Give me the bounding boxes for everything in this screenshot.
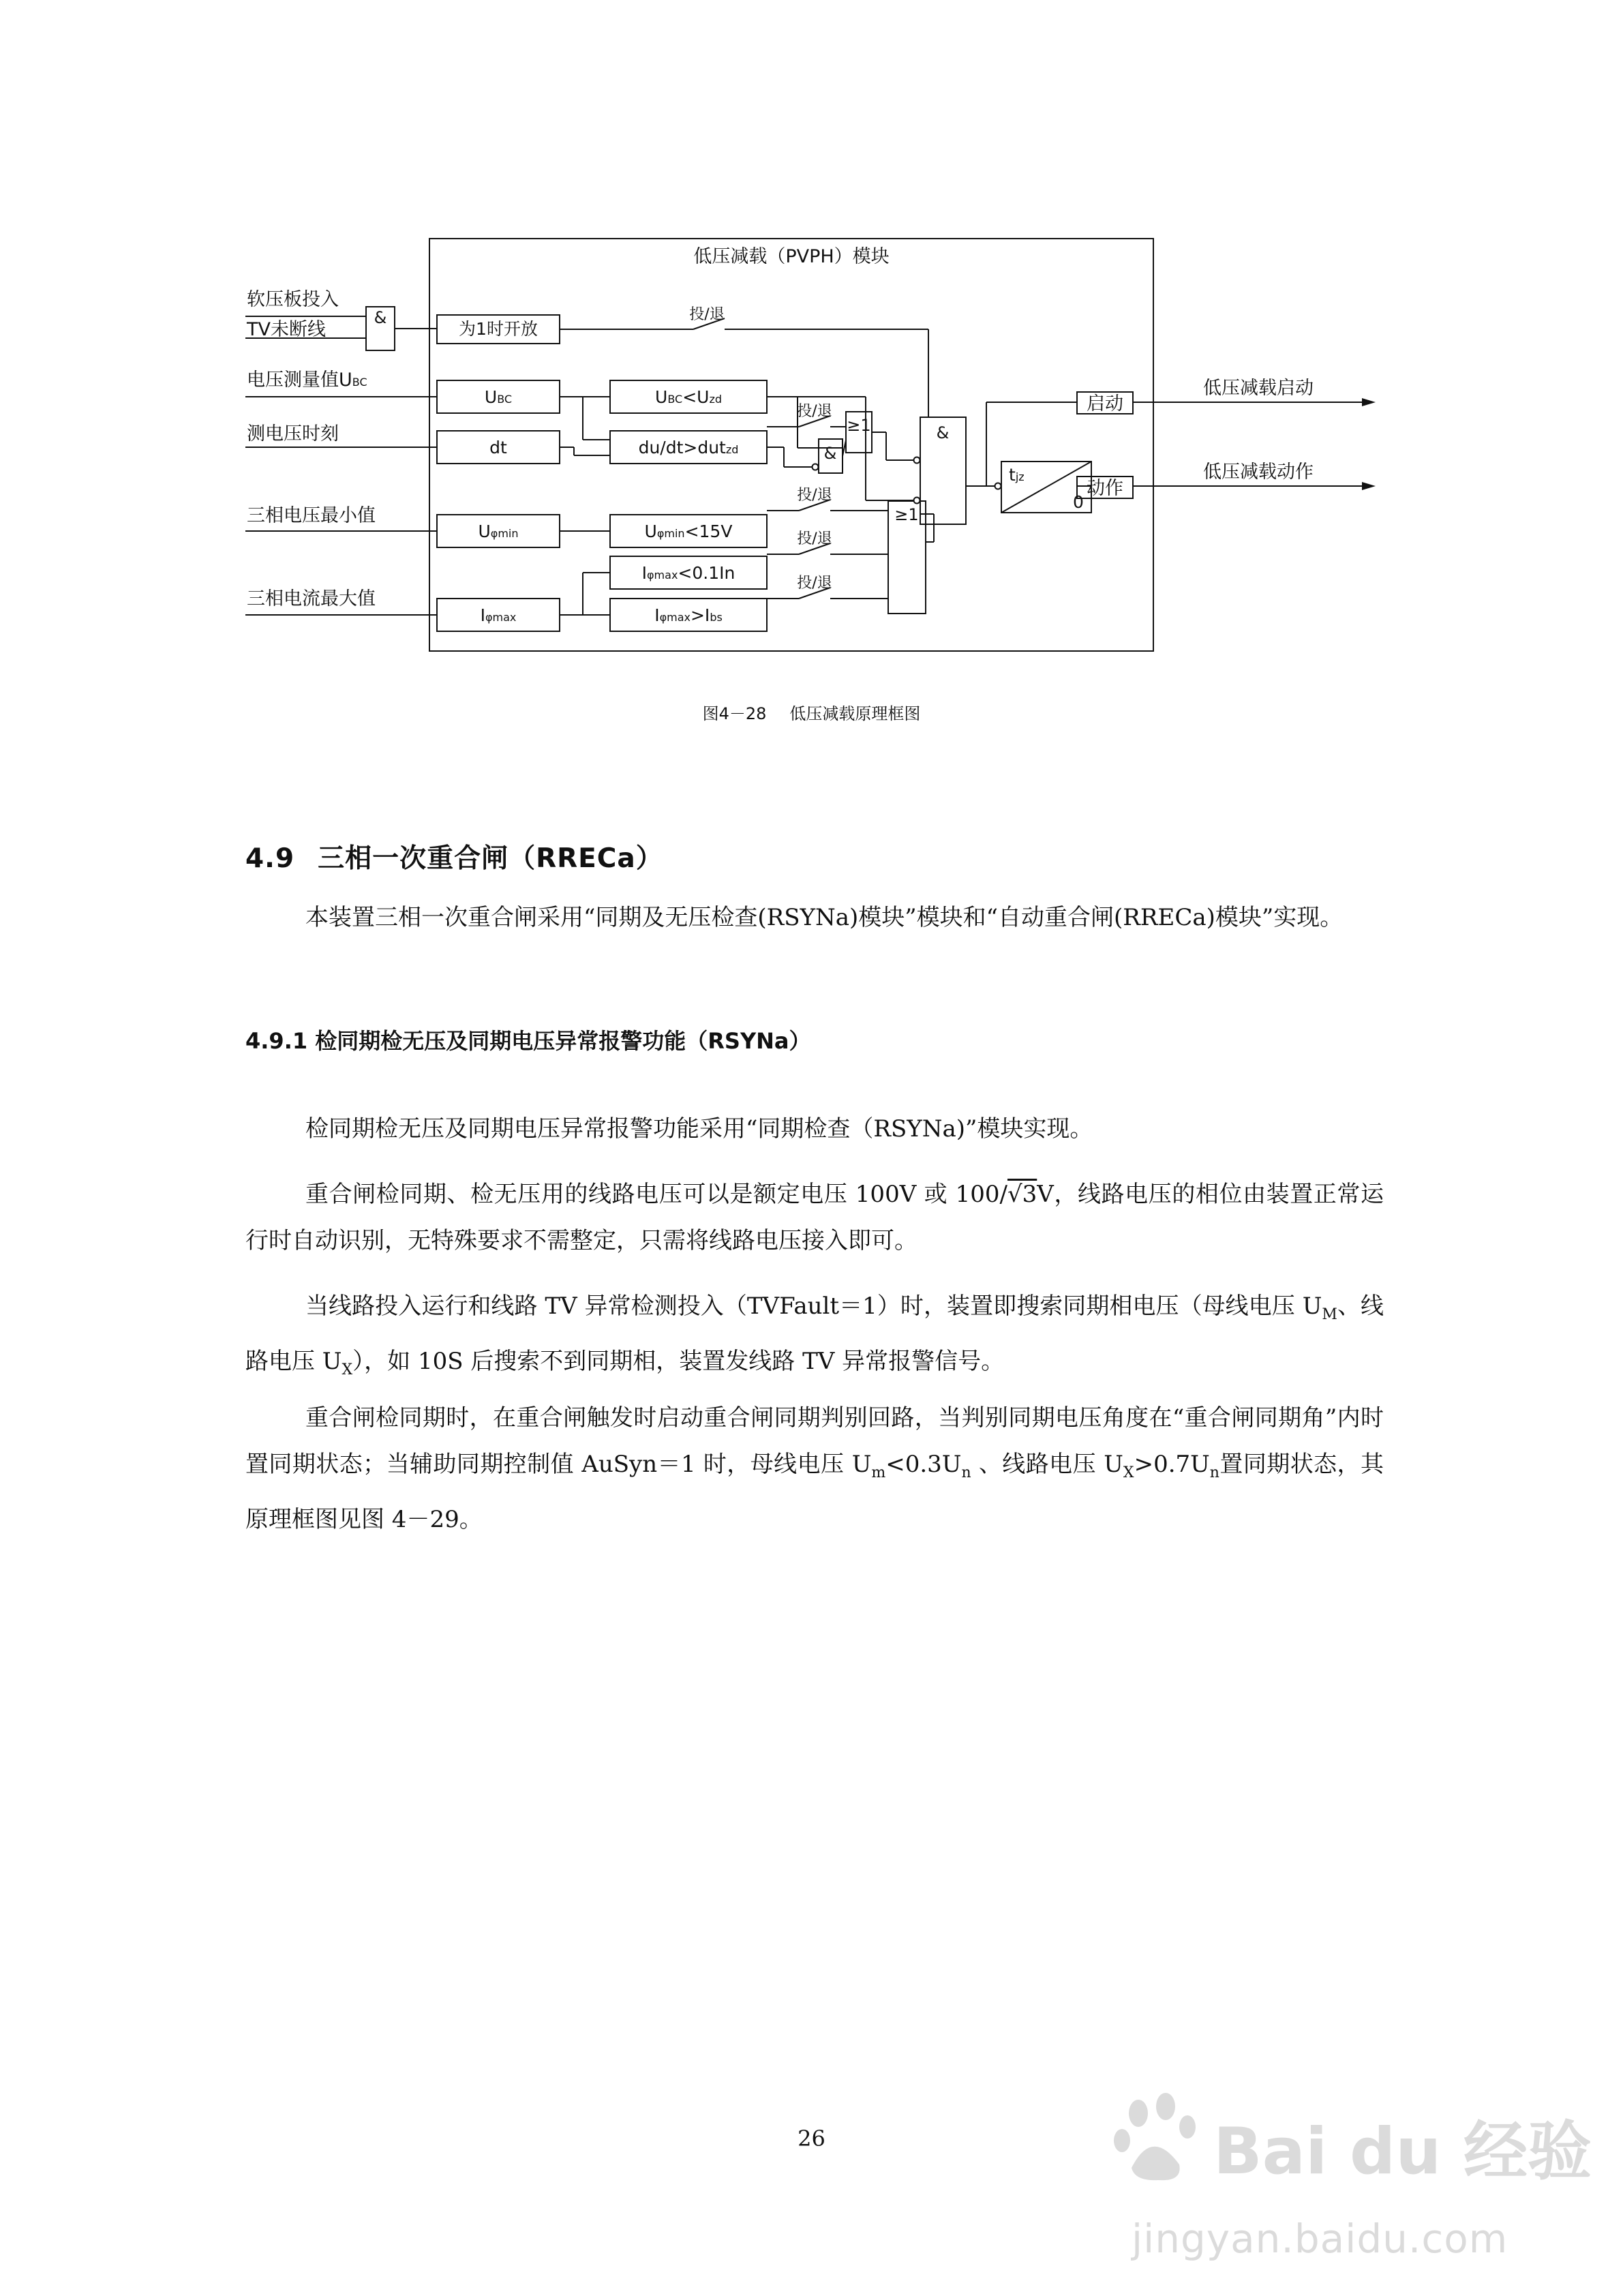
subsection-title: 检同期检无压及同期电压异常报警功能（RSYNa） — [315, 1028, 811, 1054]
section-title: 三相一次重合闸（RRECa） — [318, 843, 663, 874]
switch-label-dudt: 投/退 — [797, 403, 832, 420]
figure-caption — [0, 700, 1623, 724]
paragraph-4: 当线路投入运行和线路 TV 异常检测投入（TVFault＝1）时，装置即搜索同期相电压（母线电压 $U_M$、线路电压 $U_X$），如 10S 后搜索不到同期相，装置发线路 TV 异常报警信号。 — [245, 1293, 1384, 1378]
ubc-box: UBC — [484, 387, 513, 407]
input-voltage-time: 测电压时刻 — [247, 423, 339, 444]
input-tv-ok: TV未断线 — [247, 319, 326, 340]
iphi-high-compare-box: Iφmax>Ibs — [654, 605, 723, 625]
and-gate-input: & — [374, 308, 387, 327]
timer-zero: 0 — [1073, 492, 1084, 512]
section-number: 4.9 — [245, 843, 295, 874]
act-box: 动作 — [1087, 478, 1123, 499]
figure-number: 图4－28 — [702, 704, 767, 723]
dt-box: dt — [489, 438, 507, 457]
pvph-logic-diagram — [239, 232, 1384, 668]
ubc-compare-box: UBC<Uzd — [655, 387, 722, 407]
or-gate-large: ≥1 — [894, 505, 919, 524]
watermark-url: jingyan.baidu.com — [1132, 2216, 1508, 2262]
figure-title: 低压减载原理框图 — [789, 704, 921, 723]
sqrt3-symbol: √3 — [1007, 1181, 1037, 1208]
paragraph-2: 检同期检无压及同期电压异常报警功能采用“同期检查（RSYNa)”模块实现。 — [305, 1115, 1093, 1143]
module-title: 低压减载（PVPH）模块 — [693, 246, 890, 267]
input-voltage-measure: 电压测量值UBC — [247, 369, 367, 391]
subsection-number: 4.9.1 — [245, 1028, 308, 1054]
switch-label-iphi-high: 投/退 — [797, 575, 832, 592]
section-heading — [245, 837, 663, 875]
uphi-compare-box: Uφmin<15V — [644, 522, 733, 541]
input-min-voltage: 三相电压最小值 — [247, 505, 376, 526]
paw-logo — [1111, 2086, 1207, 2188]
output-act: 低压减载动作 — [1203, 462, 1314, 483]
paragraph-1: 本装置三相一次重合闸采用“同期及无压检查(RSYNa)模块”模块和“自动重合闸(RRECa)模块”实现。 — [305, 904, 1344, 931]
start-box: 启动 — [1087, 393, 1123, 414]
input-max-current: 三相电流最大值 — [247, 588, 376, 609]
timer-label: tjz — [1009, 465, 1025, 485]
and-gate-small: & — [823, 444, 837, 463]
output-start: 低压减载启动 — [1203, 378, 1314, 399]
switch-label-enable: 投/退 — [689, 306, 725, 323]
switch-label-uphi: 投/退 — [797, 487, 832, 504]
and-gate-large: & — [936, 423, 950, 442]
open-when-1-box: 为1时开放 — [459, 319, 538, 339]
input-soft-plate: 软压板投入 — [247, 289, 339, 310]
switch-label-iphi-low: 投/退 — [797, 530, 832, 547]
iphi-low-compare-box: Iφmax<0.1In — [641, 563, 735, 583]
page-number: 26 — [798, 2126, 825, 2151]
watermark-brand: Bai du 经验 — [1213, 2115, 1592, 2189]
paragraph-3: 重合闸检同期、检无压用的线路电压可以是额定电压 100V 或 100/√3V，线路电压的相位由装置正常运行时自动识别，无特殊要求不需整定，只需将线路电压接入即可。 — [245, 1181, 1384, 1254]
paragraph-5: 重合闸检同期时，在重合闸触发时启动重合闸同期判别回路，当判别同期电压角度在“重合闸同期角”内时置同期状态；当辅助同期控制值 AuSyn＝1 时，母线电压 $U_m<0.3U_n$ 、线路电压 $U_X>0.7U_n$置同期状态，其原理框图见图 4－29。 — [245, 1404, 1384, 1533]
or-gate-small: ≥1 — [847, 416, 871, 435]
iphi-max-box: Iφmax — [480, 605, 517, 625]
subsection-heading — [245, 1024, 811, 1055]
uphi-min-box: Uφmin — [478, 522, 519, 541]
dudt-compare-box: du/dt>dutzd — [638, 438, 739, 457]
